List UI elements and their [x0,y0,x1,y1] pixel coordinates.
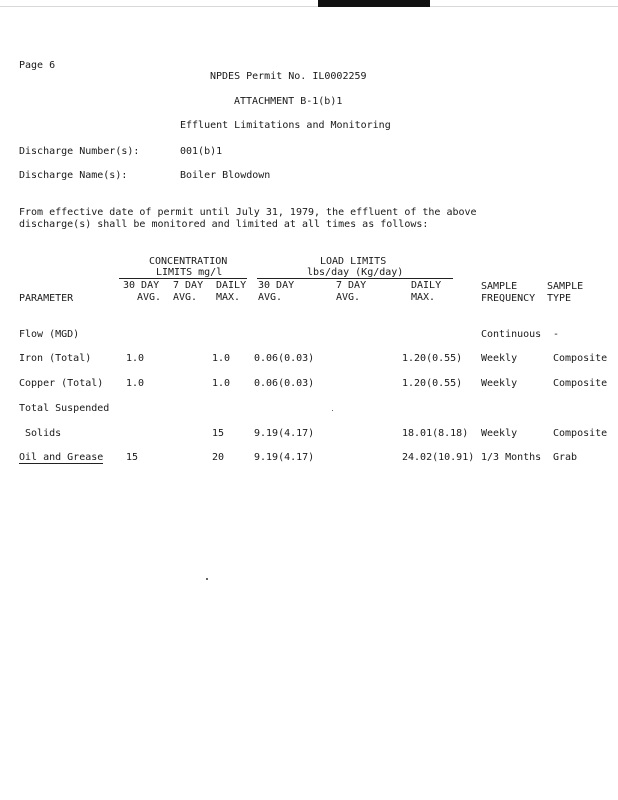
row-frequency: 1/3 Months [481,452,542,463]
concentration-units: LIMITS mg/l [156,267,223,278]
row-parameter: Total Suspended [19,403,110,414]
intro-line-1: From effective date of permit until July 31, 1979, the effluent of the above [19,207,477,218]
row-parameter: Oil and Grease [19,452,104,463]
col-conc-daily-max: MAX. [216,292,241,303]
load-rule [257,278,453,279]
page-number: Page 6 [19,60,56,71]
row-frequency: Weekly [481,428,518,439]
col-frequency: SAMPLE [481,281,518,292]
row-frequency: Weekly [481,353,518,364]
row-load-30day: 9.19(4.17) [254,452,315,463]
row-conc-30day: 1.0 [126,378,145,389]
row-parameter: Flow (MGD) [19,329,80,340]
row-parameter: Iron (Total) [19,353,92,364]
row-load-daily: 1.20(0.55) [402,353,463,364]
row-sample-type: Grab [553,452,578,463]
row-sample-type: - [553,329,560,340]
load-header: LOAD LIMITS [320,256,387,267]
scan-edge-line [0,6,618,7]
row-load-30day: 9.19(4.17) [254,428,315,439]
row-conc-daily: 15 [212,428,225,439]
discharge-name-value: Boiler Blowdown [180,170,271,181]
row-load-daily: 1.20(0.55) [402,378,463,389]
scan-speck [206,578,208,580]
col-conc-7day: 7 DAY [173,280,204,291]
col-load-daily: DAILY [411,280,442,291]
col-load-30day-avg: AVG. [258,292,283,303]
scan-artifact-bar [318,0,430,7]
load-units: lbs/day (Kg/day) [307,267,404,278]
col-load-30day: 30 DAY [258,280,295,291]
row-conc-daily: 1.0 [212,353,231,364]
col-parameter: PARAMETER [19,293,74,304]
intro-line-2: discharge(s) shall be monitored and limited at all times as follows: [19,219,429,230]
row-conc-daily: 1.0 [212,378,231,389]
row-load-daily: 18.01(8.18) [402,428,469,439]
col-conc-30day-avg: AVG. [137,292,162,303]
row-load-30day: 0.06(0.03) [254,353,315,364]
row-load-30day: 0.06(0.03) [254,378,315,389]
col-conc-daily: DAILY [216,280,247,291]
row-sample-type: Composite [553,428,608,439]
row-frequency: Continuous [481,329,542,340]
discharge-name-label: Discharge Name(s): [19,170,128,181]
col-sample-type-2: TYPE [547,293,572,304]
discharge-number-label: Discharge Number(s): [19,146,140,157]
scan-speck [332,410,333,411]
row-parameter: Copper (Total) [19,378,104,389]
row-sample-type: Composite [553,378,608,389]
row-sample-type: Composite [553,353,608,364]
document-subtitle: Effluent Limitations and Monitoring [180,120,391,131]
row-load-daily: 24.02(10.91) [402,452,475,463]
row-frequency: Weekly [481,378,518,389]
attachment-title: ATTACHMENT B-1(b)1 [234,96,343,107]
col-load-7day-avg: AVG. [336,292,361,303]
col-conc-7day-avg: AVG. [173,292,198,303]
concentration-header: CONCENTRATION [149,256,228,267]
col-load-7day: 7 DAY [336,280,367,291]
concentration-rule [119,278,247,279]
row-conc-30day: 15 [126,452,139,463]
permit-number: NPDES Permit No. IL0002259 [210,71,367,82]
row-conc-30day: 1.0 [126,353,145,364]
col-conc-30day: 30 DAY [123,280,160,291]
col-sample-type: SAMPLE [547,281,584,292]
row-conc-daily: 20 [212,452,225,463]
discharge-number-value: 001(b)1 [180,146,223,157]
col-frequency-2: FREQUENCY [481,293,536,304]
col-load-daily-max: MAX. [411,292,436,303]
row-parameter: Solids [19,428,62,439]
